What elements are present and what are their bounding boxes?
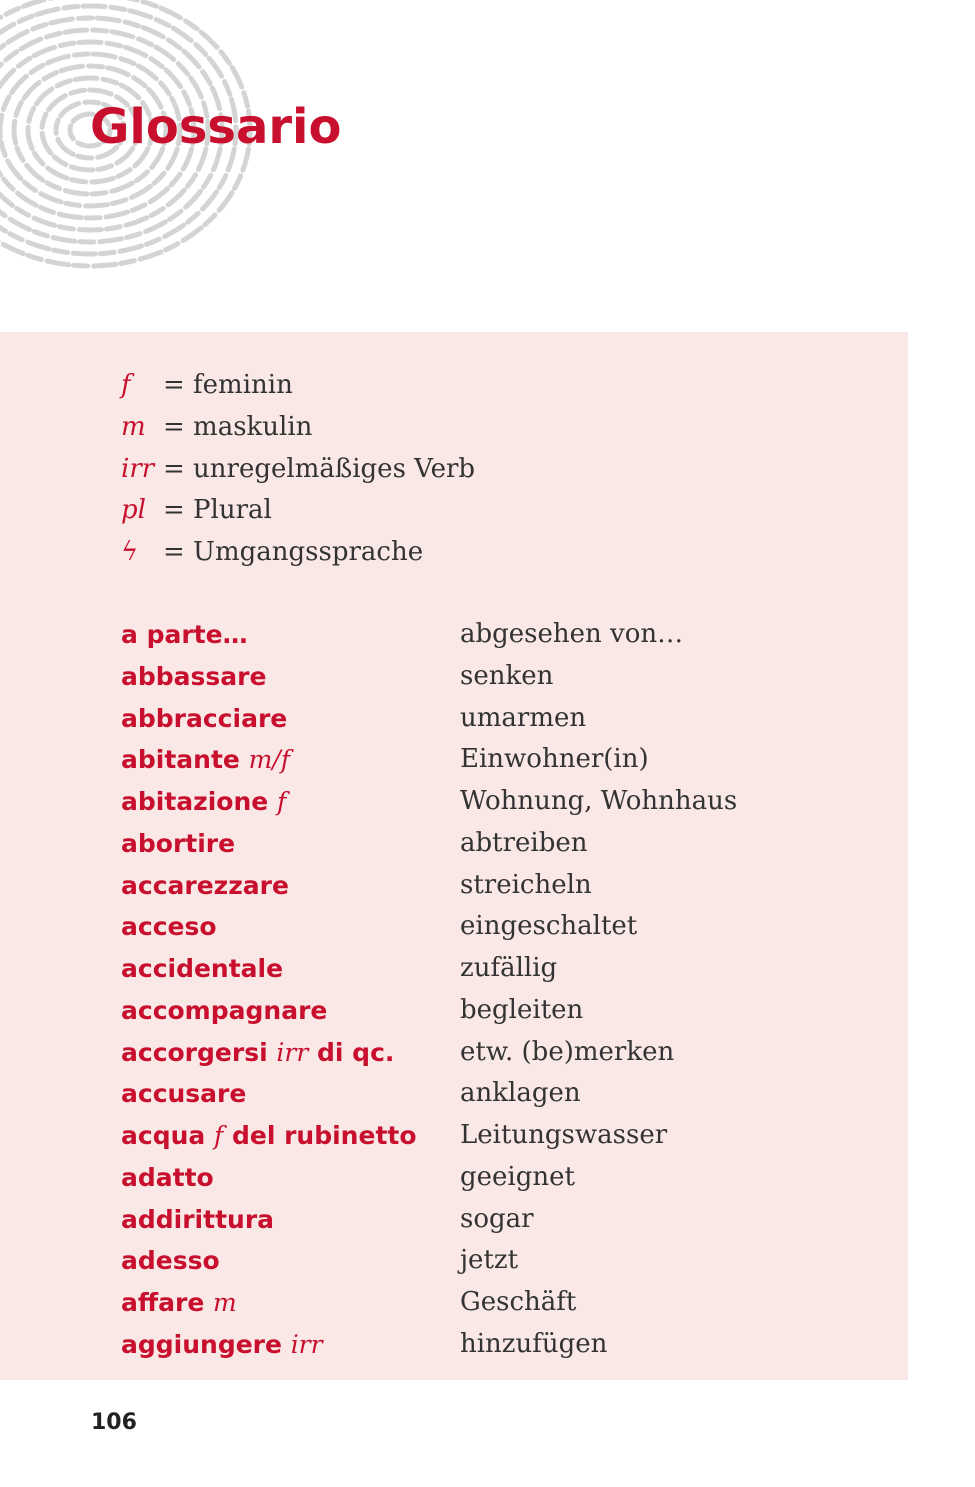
italian-term	[121, 1240, 460, 1282]
grammar-tag: irr	[290, 1329, 323, 1359]
italian-word: accidentale	[121, 954, 284, 983]
legend-meaning: = feminin	[163, 370, 293, 400]
italian-term	[121, 948, 460, 990]
italian-word: abitazione	[121, 787, 269, 816]
legend-abbr: pl	[121, 495, 146, 526]
italian-term	[121, 823, 460, 865]
italian-suffix: del rubinetto	[231, 1121, 417, 1150]
german-translation: streicheln	[460, 869, 592, 900]
italian-word: abbassare	[121, 661, 267, 691]
glossary-entry	[121, 698, 881, 740]
italian-word: adatto	[121, 1162, 214, 1192]
glossary-entry	[121, 1282, 881, 1324]
italian-term	[121, 865, 460, 907]
glossary-entry	[121, 990, 881, 1032]
glossary-entry	[121, 1324, 881, 1366]
italian-word: addirittura	[121, 1204, 275, 1234]
italian-word: abortire	[121, 828, 236, 858]
grammar-tag: f	[276, 787, 287, 816]
italian-word: acqua	[121, 1121, 206, 1150]
legend-abbr: irr	[121, 453, 155, 484]
italian-word: accarezzare	[121, 870, 289, 900]
abbreviation-legend	[121, 365, 475, 574]
italian-word: acceso	[121, 912, 217, 942]
italian-term	[121, 1324, 460, 1366]
glossary-entry	[121, 865, 881, 907]
italian-word: accusare	[121, 1079, 247, 1109]
legend-abbr: m	[121, 411, 146, 442]
italian-word: accorgersi	[121, 1037, 268, 1067]
italian-term	[121, 614, 460, 656]
glossary-entry	[121, 781, 881, 823]
german-translation: Leitungswasser	[460, 1120, 668, 1150]
italian-term	[121, 1032, 460, 1074]
grammar-tag: m/f	[248, 745, 290, 775]
italian-term	[121, 739, 460, 781]
german-translation: zufällig	[460, 953, 558, 983]
glossary-list	[121, 614, 881, 1366]
legend-abbr: ϟ	[121, 537, 139, 568]
glossary-entry	[121, 823, 881, 865]
glossary-entry	[121, 739, 881, 781]
italian-term	[121, 1115, 460, 1157]
italian-term	[121, 781, 460, 823]
glossary-entry	[121, 906, 881, 948]
german-translation: geeignet	[460, 1161, 575, 1192]
german-translation: Wohnung, Wohnhaus	[460, 786, 738, 816]
glossary-entry	[121, 948, 881, 990]
italian-term	[121, 698, 460, 740]
german-translation: anklagen	[460, 1078, 581, 1109]
grammar-tag: irr	[276, 1037, 309, 1067]
german-translation: jetzt	[460, 1245, 519, 1276]
legend-meaning: = unregelmäßiges Verb	[163, 453, 476, 484]
grammar-tag: m	[213, 1288, 237, 1317]
german-translation: umarmen	[460, 702, 587, 733]
italian-term	[121, 1073, 460, 1115]
glossary-entry	[121, 1032, 881, 1074]
italian-word: adesso	[121, 1246, 220, 1276]
glossary-entry	[121, 1199, 881, 1241]
italian-word: accompagnare	[121, 995, 328, 1025]
italian-word: a parte…	[121, 620, 248, 649]
italian-word: affare	[121, 1288, 205, 1317]
german-translation: etw. (be)merken	[460, 1036, 675, 1067]
legend-meaning: = Umgangssprache	[163, 537, 424, 568]
german-translation: sogar	[460, 1203, 534, 1234]
italian-term	[121, 990, 460, 1032]
italian-term	[121, 906, 460, 948]
legend-meaning: = maskulin	[163, 411, 313, 442]
legend-row	[121, 449, 475, 491]
german-translation: Einwohner(in)	[460, 744, 649, 775]
italian-suffix: di qc.	[317, 1037, 395, 1067]
german-translation: hinzufügen	[460, 1328, 608, 1359]
legend-row	[121, 365, 475, 407]
glossary-entry	[121, 1073, 881, 1115]
glossary-entry	[121, 656, 881, 698]
glossary-entry	[121, 1240, 881, 1282]
italian-word: abbracciare	[121, 703, 288, 733]
german-translation: abtreiben	[460, 827, 588, 858]
italian-term	[121, 656, 460, 698]
legend-abbr: f	[121, 370, 131, 400]
legend-row	[121, 532, 475, 574]
italian-term	[121, 1199, 460, 1241]
german-translation: begleiten	[460, 994, 584, 1025]
german-translation: senken	[460, 660, 554, 691]
italian-term	[121, 1282, 460, 1324]
page-title: Glossario	[90, 99, 342, 155]
italian-word: abitante	[121, 745, 240, 775]
glossary-entry	[121, 1115, 881, 1157]
glossary-entry	[121, 1157, 881, 1199]
italian-term	[121, 1157, 460, 1199]
grammar-tag: f	[213, 1121, 224, 1150]
page-number: 106	[91, 1410, 137, 1435]
german-translation: Geschäft	[460, 1287, 577, 1317]
italian-word: aggiungere	[121, 1329, 282, 1359]
legend-meaning: = Plural	[163, 495, 272, 526]
german-translation: abgesehen von…	[460, 619, 684, 649]
legend-row	[121, 407, 475, 449]
glossary-entry	[121, 614, 881, 656]
legend-row	[121, 490, 475, 532]
german-translation: eingeschaltet	[460, 911, 638, 942]
